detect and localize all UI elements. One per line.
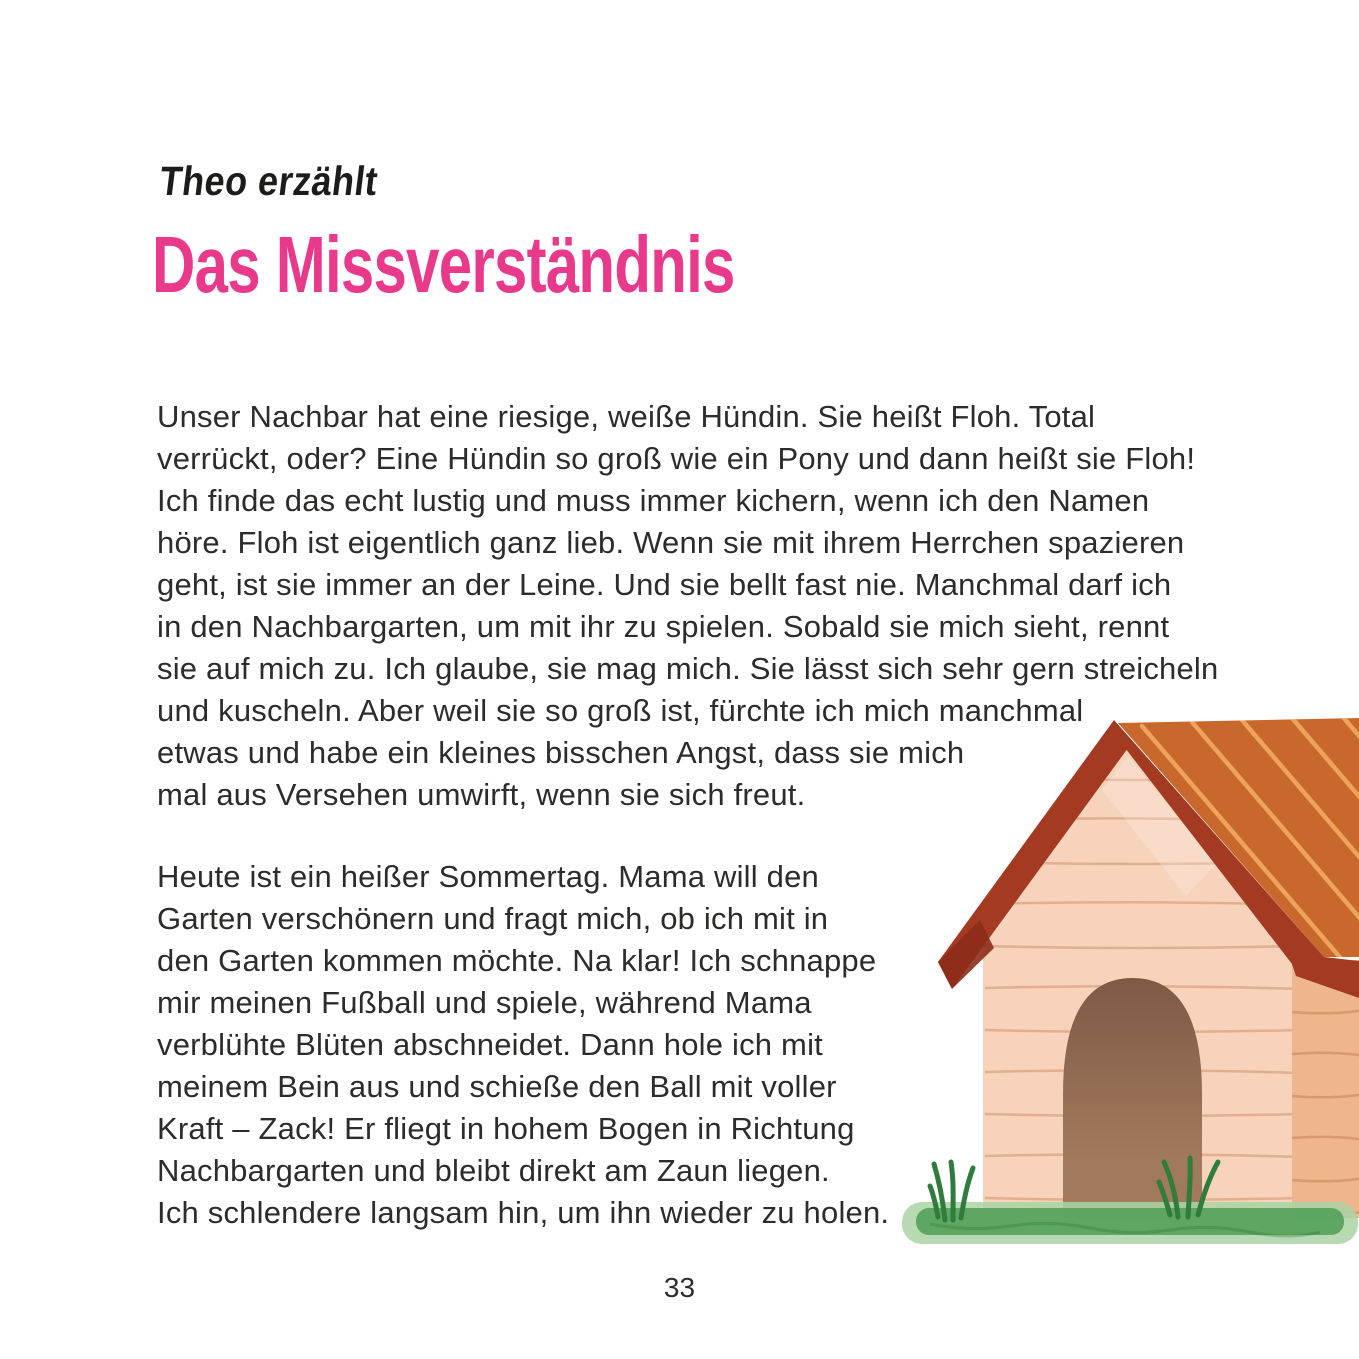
text-line: meinem Bein aus und schieße den Ball mit voller [157,1069,837,1104]
text-line: geht, ist sie immer an der Leine. Und sie bellt fast nie. Manchmal darf ich [157,567,1172,602]
story-paragraph-2 [157,856,889,1234]
text-line: Unser Nachbar hat eine riesige, weiße Hündin. Sie heißt Floh. Total [157,399,1096,434]
text-line: mal aus Versehen umwirft, wenn sie sich freut. [157,777,806,812]
text-line: Kraft – Zack! Er fliegt in hohem Bogen in Richtung [157,1111,855,1146]
story-title: Das Missverständnis [152,220,735,309]
text-line: verblühte Blüten abschneidet. Dann hole ich mit [157,1027,823,1062]
doghouse-illustration [900,712,1359,1260]
text-line: Nachbargarten und bleibt direkt am Zaun liegen. [157,1153,830,1188]
text-line: Garten verschönern und fragt mich, ob ich mit in [157,901,829,936]
grass-strip [916,1208,1344,1235]
text-line: etwas und habe ein kleines bisschen Angst, dass sie mich [157,735,965,770]
door-opening [1063,978,1202,1218]
story-kicker: Theo erzählt [157,158,381,204]
text-line: den Garten kommen möchte. Na klar! Ich schnappe [157,943,877,978]
text-line: und kuscheln. Aber weil sie so groß ist, fürchte ich mich manchmal [157,693,1084,728]
text-line: sie auf mich zu. Ich glaube, sie mag mich. Sie lässt sich sehr gern streicheln [157,651,1219,686]
text-line: Ich schlendere langsam hin, um ihn wieder zu holen. [157,1195,890,1230]
text-line: höre. Floh ist eigentlich ganz lieb. Wenn sie mit ihrem Herrchen spazieren [157,525,1185,560]
page-number: 33 [663,1272,696,1303]
text-line: Heute ist ein heißer Sommertag. Mama will den [157,859,819,894]
text-line: verrückt, oder? Eine Hündin so groß wie ein Pony und dann heißt sie Floh! [157,441,1196,476]
text-line: mir meinen Fußball und spiele, während Mama [157,985,812,1020]
text-line: in den Nachbargarten, um mit ihr zu spielen. Sobald sie mich sieht, rennt [157,609,1170,644]
text-line: Ich finde das echt lustig und muss immer kichern, wenn ich den Namen [157,483,1150,518]
